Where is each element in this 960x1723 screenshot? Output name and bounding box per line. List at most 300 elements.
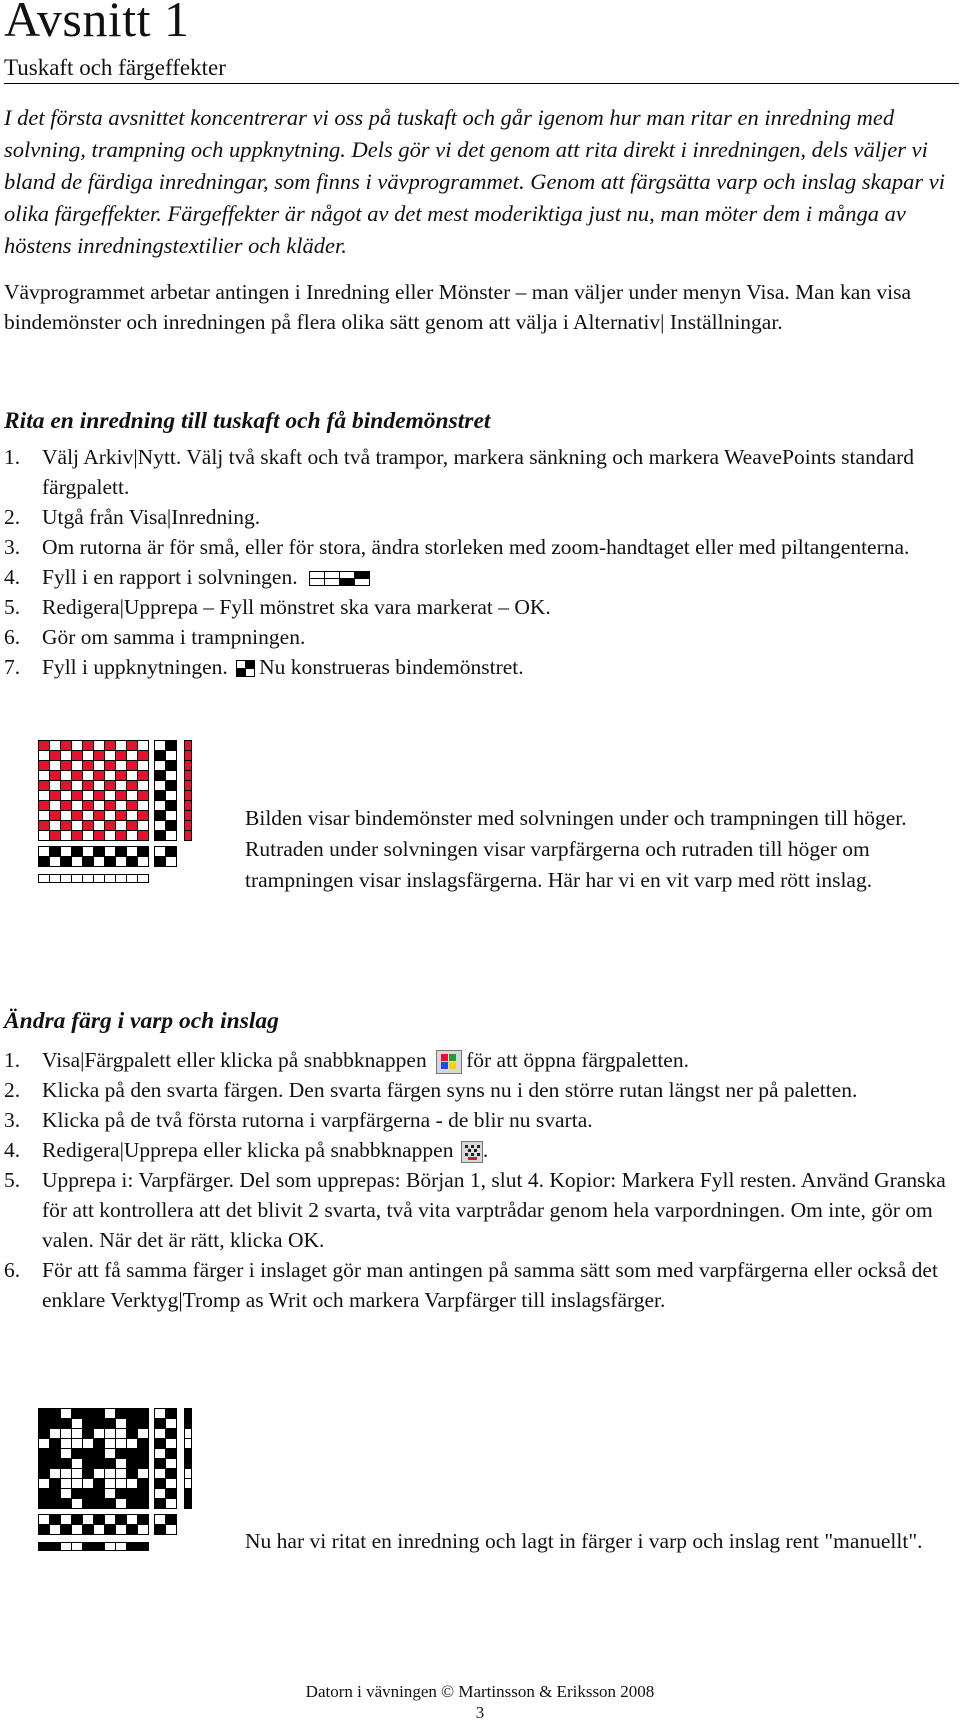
- tie-up-cell: [155, 847, 166, 857]
- warp-color-cell: [105, 875, 116, 883]
- drawdown-cell: [127, 761, 138, 771]
- color-palette-button-icon[interactable]: [436, 1050, 462, 1074]
- drawdown-cell: [72, 781, 83, 791]
- drawdown-cell: [94, 781, 105, 791]
- weft-color-cell: [185, 1459, 192, 1469]
- threading-cell: [105, 847, 116, 857]
- warp-color-cell: [39, 1543, 50, 1551]
- treadling-cell: [155, 751, 166, 761]
- drawdown-cell: [94, 801, 105, 811]
- drawdown-grid-black: [38, 1408, 218, 1588]
- drawdown-cell: [72, 1459, 83, 1469]
- drawdown-cell: [94, 1489, 105, 1499]
- drawdown-cell: [105, 1479, 116, 1489]
- treadling-cell: [166, 1469, 177, 1479]
- threading-grid-icon: [309, 571, 371, 587]
- drawdown-cell: [94, 821, 105, 831]
- title-divider: [4, 83, 959, 84]
- drawdown-cell: [72, 791, 83, 801]
- threading-cell: [105, 1515, 116, 1525]
- drawdown-cell: [83, 761, 94, 771]
- drawdown-cell: [61, 1419, 72, 1429]
- drawdown-cell: [61, 751, 72, 761]
- treadling-cell: [166, 1419, 177, 1429]
- threading-cell: [39, 1515, 50, 1525]
- drawdown-cell: [94, 741, 105, 751]
- drawdown-cell: [72, 1499, 83, 1509]
- treadling-cell: [155, 811, 166, 821]
- weft-color-cell: [185, 821, 192, 831]
- warp-color-cell: [127, 875, 138, 883]
- treadling-cell: [166, 1439, 177, 1449]
- drawdown-cell: [39, 811, 50, 821]
- treadling-cell: [166, 771, 177, 781]
- section1-steps: [4, 442, 954, 682]
- drawdown-cell: [61, 1439, 72, 1449]
- threading-cell: [138, 1515, 149, 1525]
- drawdown-cell: [72, 1469, 83, 1479]
- drawdown-cell: [116, 801, 127, 811]
- drawdown-cell: [39, 751, 50, 761]
- drawdown-cell: [127, 751, 138, 761]
- drawdown-cell: [39, 821, 50, 831]
- drawdown-cell: [127, 1439, 138, 1449]
- weft-color-cell: [185, 1409, 192, 1419]
- drawdown-cell: [39, 1449, 50, 1459]
- drawdown-cell: [83, 791, 94, 801]
- drawdown-cell: [105, 1449, 116, 1459]
- drawdown-cell: [61, 1479, 72, 1489]
- drawdown-cell: [39, 831, 50, 841]
- warp-color-cell: [83, 875, 94, 883]
- weft-color-cell: [185, 811, 192, 821]
- drawdown-cell: [127, 1449, 138, 1459]
- drawdown-cell: [61, 771, 72, 781]
- drawdown-cell: [127, 1469, 138, 1479]
- drawdown-cell: [105, 771, 116, 781]
- drawdown-cell: [50, 1429, 61, 1439]
- weft-color-cell: [185, 761, 192, 771]
- drawdown-cell: [127, 1499, 138, 1509]
- list-item: 2. Utgå från Visa|Inredning.: [4, 505, 261, 529]
- warp-color-cell: [105, 1543, 116, 1551]
- drawdown-cell: [50, 741, 61, 751]
- section1-caption: Bilden visar bindemönster med solvningen under och trampningen till höger. Rutraden under solvningen visar varpfärgerna och rutraden till höger om trampningen visar inslagsfärgerna. Här har vi en vit varp med rött inslag.: [245, 806, 907, 892]
- threading-cell: [50, 1525, 61, 1535]
- drawdown-cell: [72, 1419, 83, 1429]
- treadling-cell: [166, 1479, 177, 1489]
- drawdown-cell: [83, 1479, 94, 1489]
- drawdown-cell: [72, 811, 83, 821]
- drawdown-cell: [127, 811, 138, 821]
- drawdown-cell: [61, 1469, 72, 1479]
- drawdown-cell: [50, 1449, 61, 1459]
- list-item: 7. Fyll i uppknytningen. Nu konstrueras bindemönstret.: [4, 655, 524, 679]
- threading-cell: [127, 1525, 138, 1535]
- drawdown-cell: [61, 811, 72, 821]
- drawdown-cell: [61, 1449, 72, 1459]
- treadling-cell: [166, 791, 177, 801]
- drawdown-cell: [72, 1479, 83, 1489]
- list-item: 4. Redigera|Upprepa eller klicka på snabbknappen .: [4, 1138, 489, 1162]
- drawdown-cell: [138, 821, 149, 831]
- treadling-cell: [166, 741, 177, 751]
- drawdown-cell: [105, 1459, 116, 1469]
- drawdown-cell: [50, 1469, 61, 1479]
- tie-up-cell: [166, 847, 177, 857]
- drawdown-cell: [127, 741, 138, 751]
- drawdown-cell: [105, 1419, 116, 1429]
- drawdown-cell: [72, 1489, 83, 1499]
- threading-cell: [94, 857, 105, 867]
- threading-cell: [72, 1515, 83, 1525]
- drawdown-cell: [116, 1449, 127, 1459]
- drawdown-cell: [83, 1459, 94, 1469]
- drawdown-cell: [116, 781, 127, 791]
- treadling-cell: [166, 811, 177, 821]
- treadling-cell: [166, 831, 177, 841]
- weft-color-cell: [185, 1449, 192, 1459]
- drawdown-cell: [138, 791, 149, 801]
- drawdown-cell: [61, 1429, 72, 1439]
- weft-color-cell: [185, 1489, 192, 1499]
- drawdown-cell: [72, 1449, 83, 1459]
- treadling-cell: [166, 1449, 177, 1459]
- drawdown-cell: [83, 781, 94, 791]
- threading-cell: [138, 847, 149, 857]
- treadling-cell: [166, 761, 177, 771]
- warp-color-cell: [127, 1543, 138, 1551]
- drawdown-cell: [50, 821, 61, 831]
- weft-color-cell: [185, 801, 192, 811]
- treadling-cell: [155, 1459, 166, 1469]
- drawdown-cell: [105, 1469, 116, 1479]
- drawdown-cell: [116, 1469, 127, 1479]
- drawdown-cell: [83, 1469, 94, 1479]
- drawdown-cell: [138, 831, 149, 841]
- drawdown-cell: [39, 1499, 50, 1509]
- list-item: 3. Om rutorna är för små, eller för stora, ändra storleken med zoom-handtaget eller med piltangenterna.: [4, 535, 910, 559]
- treadling-cell: [166, 1459, 177, 1469]
- drawdown-cell: [50, 1499, 61, 1509]
- drawdown-cell: [138, 1459, 149, 1469]
- warp-color-cell: [116, 875, 127, 883]
- drawdown-cell: [50, 1439, 61, 1449]
- treadling-cell: [166, 1499, 177, 1509]
- threading-cell: [83, 857, 94, 867]
- drawdown-cell: [105, 1499, 116, 1509]
- drawdown-cell: [39, 1429, 50, 1439]
- drawdown-cell: [83, 1429, 94, 1439]
- drawdown-cell: [138, 761, 149, 771]
- threading-cell: [94, 847, 105, 857]
- drawdown-cell: [72, 741, 83, 751]
- drawdown-cell: [39, 761, 50, 771]
- drawdown-cell: [94, 1409, 105, 1419]
- warp-color-cell: [116, 1543, 127, 1551]
- treadling-cell: [166, 1429, 177, 1439]
- treadling-cell: [166, 1409, 177, 1419]
- drawdown-cell: [83, 771, 94, 781]
- drawdown-cell: [138, 1409, 149, 1419]
- drawdown-cell: [105, 741, 116, 751]
- threading-cell: [39, 857, 50, 867]
- drawdown-cell: [138, 1469, 149, 1479]
- treadling-cell: [155, 1429, 166, 1439]
- weft-color-cell: [185, 741, 192, 751]
- warp-color-cell: [50, 875, 61, 883]
- drawdown-cell: [61, 761, 72, 771]
- threading-cell: [61, 1515, 72, 1525]
- tie-up-cell: [155, 1515, 166, 1525]
- drawdown-cell: [105, 761, 116, 771]
- threading-cell: [61, 847, 72, 857]
- drawdown-cell: [138, 1479, 149, 1489]
- drawdown-cell: [94, 1459, 105, 1469]
- drawdown-cell: [127, 1429, 138, 1439]
- threading-cell: [50, 857, 61, 867]
- drawdown-cell: [116, 831, 127, 841]
- threading-cell: [105, 857, 116, 867]
- threading-cell: [50, 847, 61, 857]
- drawdown-cell: [116, 1419, 127, 1429]
- drawdown-cell: [116, 791, 127, 801]
- drawdown-cell: [105, 1409, 116, 1419]
- drawdown-cell: [94, 1449, 105, 1459]
- drawdown-cell: [127, 1409, 138, 1419]
- treadling-cell: [166, 821, 177, 831]
- drawdown-cell: [72, 761, 83, 771]
- drawdown-cell: [105, 1429, 116, 1439]
- list-item: 5. Upprepa i: Varpfärger. Del som upprepas: Början 1, slut 4. Kopior: Markera Fyll resten. Använd Granska för att kontrollera att det blivit 2 svarta, två vita varptrådar genom hela varpordningen. Om inte, gör om valen. När det är rätt, klicka OK.: [4, 1168, 946, 1252]
- drawdown-cell: [138, 1419, 149, 1429]
- drawdown-cell: [127, 791, 138, 801]
- threading-cell: [83, 1525, 94, 1535]
- drawdown-cell: [50, 771, 61, 781]
- drawdown-cell: [39, 741, 50, 751]
- drawdown-cell: [94, 1479, 105, 1489]
- drawdown-cell: [39, 781, 50, 791]
- tie-up-cell: [166, 857, 177, 867]
- drawdown-cell: [116, 1479, 127, 1489]
- drawdown-cell: [83, 831, 94, 841]
- drawdown-cell: [50, 801, 61, 811]
- threading-cell: [72, 857, 83, 867]
- threading-cell: [72, 847, 83, 857]
- drawdown-cell: [72, 801, 83, 811]
- warp-color-cell: [61, 1543, 72, 1551]
- drawdown-cell: [50, 1409, 61, 1419]
- drawdown-cell: [50, 831, 61, 841]
- drawdown-cell: [116, 771, 127, 781]
- drawdown-cell: [61, 801, 72, 811]
- drawdown-cell: [116, 741, 127, 751]
- section2-caption: Nu har vi ritat en inredning och lagt in färger i varp och inslag rent "manuellt".: [245, 1529, 923, 1553]
- threading-cell: [116, 1525, 127, 1535]
- drawdown-cell: [39, 791, 50, 801]
- threading-cell: [138, 1525, 149, 1535]
- threading-cell: [127, 857, 138, 867]
- treadling-cell: [166, 801, 177, 811]
- section-title: Avsnitt 1: [4, 0, 190, 47]
- list-item: 1. Välj Arkiv|Nytt. Välj två skaft och två trampor, markera sänkning och markera WeavePoints standard färgpalett.: [4, 445, 915, 499]
- drawdown-cell: [94, 1499, 105, 1509]
- drawdown-cell: [94, 791, 105, 801]
- treadling-cell: [155, 1489, 166, 1499]
- treadling-cell: [155, 771, 166, 781]
- repeat-button-icon[interactable]: [461, 1141, 483, 1163]
- threading-cell: [116, 1515, 127, 1525]
- drawdown-cell: [116, 1409, 127, 1419]
- drawdown-cell: [127, 781, 138, 791]
- drawdown-cell: [39, 1489, 50, 1499]
- warp-color-cell: [61, 875, 72, 883]
- list-item: 5. Redigera|Upprepa – Fyll mönstret ska vara markerat – OK.: [4, 595, 551, 619]
- treadling-cell: [155, 1499, 166, 1509]
- drawdown-cell: [94, 1469, 105, 1479]
- section-subtitle: Tuskaft och färgeffekter: [4, 55, 226, 80]
- treadling-cell: [155, 791, 166, 801]
- treadling-cell: [166, 751, 177, 761]
- threading-cell: [61, 1525, 72, 1535]
- drawdown-cell: [127, 821, 138, 831]
- drawdown-cell: [138, 1439, 149, 1449]
- drawdown-cell: [72, 831, 83, 841]
- threading-cell: [138, 857, 149, 867]
- drawdown-cell: [72, 751, 83, 761]
- list-item: 1. Visa|Färgpalett eller klicka på snabbknappen för att öppna färgpaletten.: [4, 1045, 954, 1075]
- list-item: 4. Fyll i en rapport i solvningen.: [4, 562, 954, 592]
- drawdown-cell: [83, 741, 94, 751]
- drawdown-cell: [39, 1439, 50, 1449]
- drawdown-cell: [105, 751, 116, 761]
- drawdown-cell: [50, 751, 61, 761]
- threading-cell: [116, 847, 127, 857]
- warp-color-cell: [94, 1543, 105, 1551]
- weft-color-cell: [185, 781, 192, 791]
- tie-up-cell: [166, 1525, 177, 1535]
- drawdown-cell: [94, 831, 105, 841]
- drawdown-cell: [83, 821, 94, 831]
- drawdown-cell: [94, 771, 105, 781]
- drawdown-cell: [116, 1439, 127, 1449]
- drawdown-cell: [94, 1429, 105, 1439]
- drawdown-cell: [50, 1419, 61, 1429]
- drawdown-cell: [72, 1429, 83, 1439]
- drawdown-cell: [116, 1429, 127, 1439]
- drawdown-cell: [138, 1499, 149, 1509]
- drawdown-grid-red: [38, 740, 218, 920]
- drawdown-cell: [83, 811, 94, 821]
- list-item: 6. För att få samma färger i inslaget gör man antingen på samma sätt som med varpfärgerna eller också det enklare Verktyg|Tromp as Writ och markera Varpfärger till inslagsfärger.: [4, 1258, 938, 1312]
- warp-color-cell: [39, 875, 50, 883]
- drawdown-figure-red: [38, 740, 218, 920]
- section2-heading: Ändra färg i varp och inslag: [4, 1008, 279, 1034]
- drawdown-cell: [105, 1439, 116, 1449]
- drawdown-cell: [105, 811, 116, 821]
- treadling-cell: [155, 801, 166, 811]
- drawdown-cell: [61, 741, 72, 751]
- drawdown-cell: [127, 831, 138, 841]
- drawdown-cell: [50, 811, 61, 821]
- treadling-cell: [155, 781, 166, 791]
- threading-cell: [61, 857, 72, 867]
- drawdown-cell: [138, 1489, 149, 1499]
- drawdown-cell: [116, 1499, 127, 1509]
- list-item: 6. Gör om samma i trampningen.: [4, 625, 306, 649]
- drawdown-cell: [39, 1479, 50, 1489]
- drawdown-cell: [138, 741, 149, 751]
- treadling-cell: [166, 1489, 177, 1499]
- warp-color-cell: [138, 875, 149, 883]
- threading-cell: [50, 1515, 61, 1525]
- treadling-cell: [155, 761, 166, 771]
- weft-color-cell: [185, 1429, 192, 1439]
- drawdown-cell: [50, 761, 61, 771]
- drawdown-cell: [127, 1489, 138, 1499]
- treadling-cell: [155, 741, 166, 751]
- tie-up-cell: [155, 1525, 166, 1535]
- drawdown-cell: [138, 781, 149, 791]
- intro-paragraph: I det första avsnittet koncentrerar vi oss på tuskaft och går igenom hur man ritar en inredning med solvning, trampning och uppknytning. Dels gör vi det genom att rita direkt i inredningen, dels väljer vi bland de färdiga inredningar, som finns i vävprogrammet. Genom att färgsätta varp och inslag skapar vi olika färgeffekter. Färgeffekter är något av det mest moderiktiga just nu, man möter dem i många av höstens inredningstextilier och kläder.: [4, 105, 946, 258]
- drawdown-cell: [72, 1409, 83, 1419]
- treadling-cell: [155, 1439, 166, 1449]
- drawdown-cell: [39, 771, 50, 781]
- drawdown-cell: [50, 1489, 61, 1499]
- list-item: 2. Klicka på den svarta färgen. Den svarta färgen syns nu i den större rutan längst ner på paletten.: [4, 1078, 858, 1102]
- weft-color-cell: [185, 1469, 192, 1479]
- weft-color-cell: [185, 1499, 192, 1509]
- drawdown-cell: [94, 811, 105, 821]
- warp-color-cell: [50, 1543, 61, 1551]
- warp-color-cell: [83, 1543, 94, 1551]
- drawdown-cell: [50, 781, 61, 791]
- drawdown-cell: [50, 1459, 61, 1469]
- drawdown-cell: [127, 1419, 138, 1429]
- drawdown-cell: [61, 831, 72, 841]
- weft-color-cell: [185, 1419, 192, 1429]
- warp-color-cell: [72, 875, 83, 883]
- drawdown-cell: [83, 1489, 94, 1499]
- drawdown-cell: [138, 771, 149, 781]
- threading-cell: [39, 847, 50, 857]
- threading-cell: [105, 1525, 116, 1535]
- drawdown-cell: [116, 761, 127, 771]
- drawdown-cell: [138, 801, 149, 811]
- weft-color-cell: [185, 1439, 192, 1449]
- drawdown-cell: [138, 751, 149, 761]
- drawdown-cell: [50, 791, 61, 801]
- drawdown-cell: [116, 811, 127, 821]
- drawdown-cell: [61, 1409, 72, 1419]
- drawdown-cell: [61, 1499, 72, 1509]
- drawdown-cell: [105, 821, 116, 831]
- drawdown-cell: [72, 821, 83, 831]
- drawdown-cell: [116, 751, 127, 761]
- drawdown-cell: [105, 781, 116, 791]
- threading-cell: [127, 847, 138, 857]
- drawdown-cell: [61, 1459, 72, 1469]
- drawdown-cell: [39, 1409, 50, 1419]
- threading-cell: [83, 1515, 94, 1525]
- threading-cell: [83, 847, 94, 857]
- warp-color-cell: [94, 875, 105, 883]
- drawdown-cell: [61, 1489, 72, 1499]
- drawdown-cell: [83, 1499, 94, 1509]
- drawdown-cell: [138, 811, 149, 821]
- drawdown-cell: [83, 751, 94, 761]
- weft-color-cell: [185, 771, 192, 781]
